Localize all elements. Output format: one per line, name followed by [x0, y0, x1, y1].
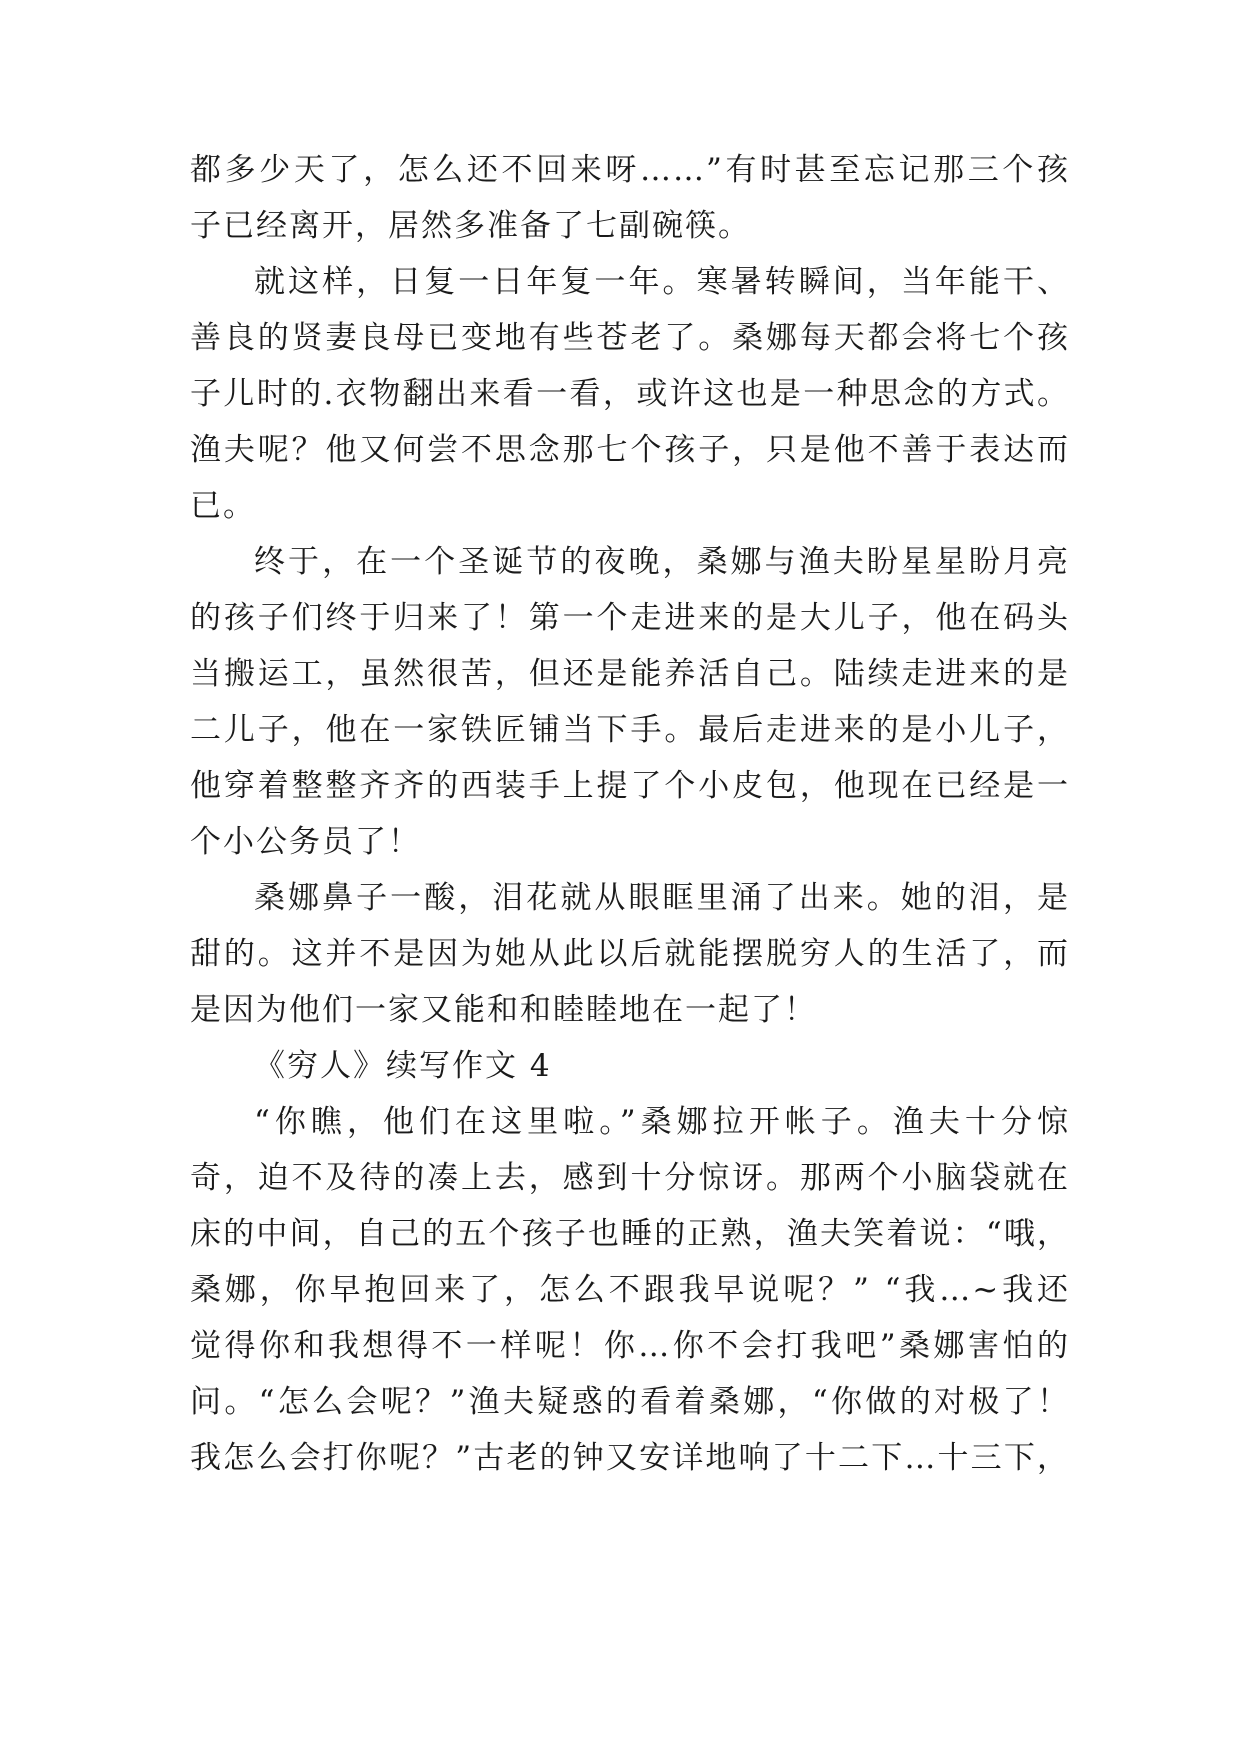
text-line: 都多少天了，怎么还不回来呀……”有时甚至忘记那三个孩 — [190, 152, 1070, 188]
text-line: 是因为他们一家又能和和睦睦地在一起了！ — [190, 992, 817, 1028]
text-line: 床的中间，自己的五个孩子也睡的正熟，渔夫笑着说：“哦， — [190, 1216, 1070, 1252]
text-line: 子已经离开，居然多准备了七副碗筷。 — [190, 208, 751, 244]
text-line: 就这样，日复一日年复一年。寒暑转瞬间，当年能干、 — [254, 264, 1070, 300]
text-line: 当搬运工，虽然很苦，但还是能养活自己。陆续走进来的是 — [190, 656, 1070, 692]
text-line: 的孩子们终于归来了！第一个走进来的是大儿子，他在码头 — [190, 600, 1070, 636]
text-line: 个小公务员了！ — [190, 824, 421, 860]
text-line: 问。“怎么会呢？”渔夫疑惑的看着桑娜，“你做的对极了！ — [190, 1384, 1070, 1420]
text-line: 我怎么会打你呢？”古老的钟又安详地响了十二下…十三下， — [190, 1440, 1070, 1476]
text-line: 子儿时的.衣物翻出来看一看，或许这也是一种思念的方式。 — [190, 376, 1070, 412]
text-line: 终于，在一个圣诞节的夜晚，桑娜与渔夫盼星星盼月亮 — [254, 544, 1070, 580]
text-line: 桑娜，你早抱回来了，怎么不跟我早说呢？” “我…~我还 — [190, 1272, 1070, 1308]
text-line: 觉得你和我想得不一样呢！你…你不会打我吧”桑娜害怕的 — [190, 1328, 1070, 1364]
text-line: 桑娜鼻子一酸，泪花就从眼眶里涌了出来。她的泪，是 — [254, 880, 1070, 916]
section-heading: 《穷人》续写作文 4 — [254, 1048, 552, 1084]
text-line: 善良的贤妻良母已变地有些苍老了。桑娜每天都会将七个孩 — [190, 320, 1070, 356]
text-line: 他穿着整整齐齐的西装手上提了个小皮包，他现在已经是一 — [190, 768, 1070, 804]
text-line: 二儿子，他在一家铁匠铺当下手。最后走进来的是小儿子， — [190, 712, 1070, 748]
text-line: 甜的。这并不是因为她从此以后就能摆脱穷人的生活了，而 — [190, 936, 1070, 972]
text-line: 奇，迫不及待的凑上去，感到十分惊讶。那两个小脑袋就在 — [190, 1160, 1070, 1196]
text-line: 已。 — [190, 488, 256, 524]
text-line: 渔夫呢？他又何尝不思念那七个孩子，只是他不善于表达而 — [190, 432, 1070, 468]
text-line: “你瞧，他们在这里啦。”桑娜拉开帐子。渔夫十分惊 — [254, 1104, 1070, 1140]
